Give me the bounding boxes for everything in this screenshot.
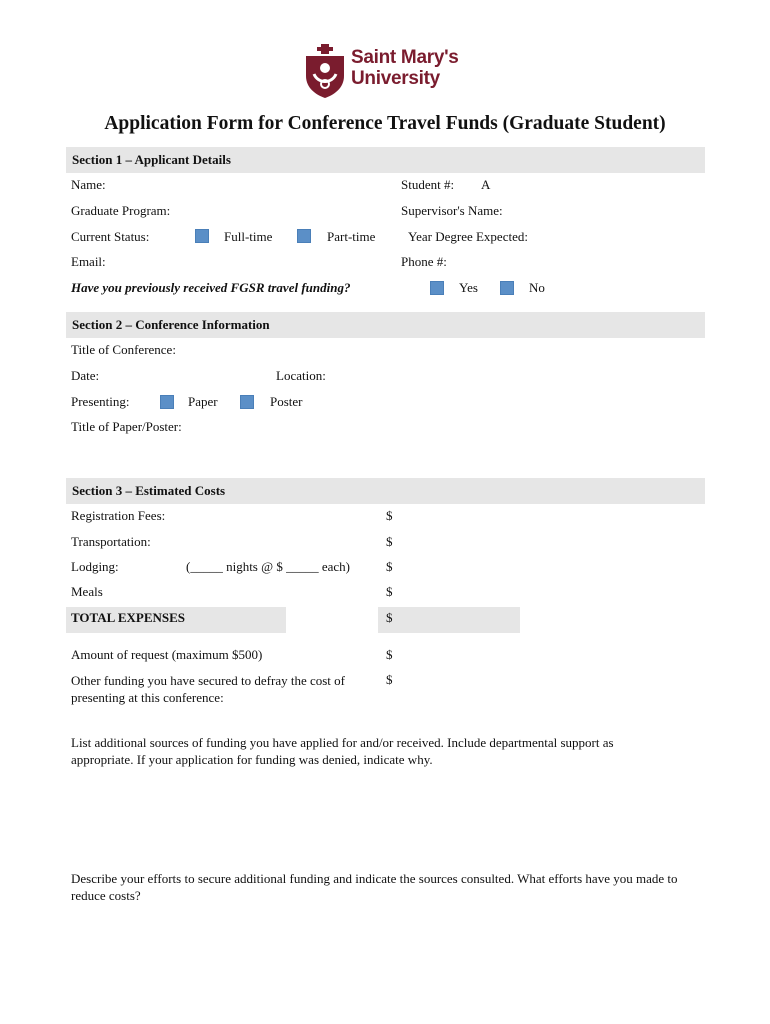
date-label: Date:: [71, 368, 100, 383]
transportation-currency: $: [386, 534, 393, 549]
lodging-label: Lodging:: [71, 559, 119, 574]
lodging-detail: (_____ nights @ $ _____ each): [186, 559, 350, 574]
no-checkbox[interactable]: [500, 281, 514, 295]
supervisor-label: Supervisor's Name:: [401, 203, 503, 218]
section3-heading: Section 3 – Estimated Costs: [72, 483, 226, 498]
paper-label: Paper: [188, 394, 218, 409]
status-label: Current Status:: [71, 229, 150, 244]
additional-sources-question: List additional sources of funding you have applied for and/or received. Include departmental support as appropriate. If your application for funding was denied, indicate why.: [71, 735, 614, 767]
student-no-value[interactable]: A: [481, 177, 491, 192]
year-degree-label: Year Degree Expected:: [408, 229, 528, 244]
total-amount-bar: [378, 607, 520, 633]
registration-currency: $: [386, 508, 393, 523]
parttime-label: Part-time: [327, 229, 376, 244]
section2-header: [66, 312, 705, 338]
poster-label: Poster: [270, 394, 303, 409]
presenting-label: Presenting:: [71, 394, 130, 409]
total-currency: $: [386, 610, 393, 625]
fulltime-label: Full-time: [224, 229, 273, 244]
crest-icon: [304, 44, 346, 98]
no-label: No: [529, 280, 545, 295]
section1-header: [66, 147, 705, 173]
logo-wordmark: [351, 47, 459, 89]
poster-checkbox[interactable]: [240, 395, 254, 409]
paper-checkbox[interactable]: [160, 395, 174, 409]
yes-label: Yes: [459, 280, 478, 295]
meals-currency: $: [386, 584, 393, 599]
total-label: TOTAL EXPENSES: [71, 610, 186, 625]
request-currency: $: [386, 647, 393, 662]
conf-title-label: Title of Conference:: [71, 342, 176, 357]
lodging-currency: $: [386, 559, 393, 574]
other-funding-label: Other funding you have secured to defray the cost of presenting at this conference:: [71, 673, 345, 705]
section1-heading: Section 1 – Applicant Details: [72, 152, 231, 167]
efforts-question: Describe your efforts to secure additional funding and indicate the sources consulted. What efforts have you made to reduce costs?: [71, 871, 678, 903]
transportation-label: Transportation:: [71, 534, 151, 549]
location-label: Location:: [276, 368, 326, 383]
logo-line1: Saint Mary's: [351, 47, 459, 68]
program-label: Graduate Program:: [71, 203, 171, 218]
request-label: Amount of request (maximum $500): [71, 647, 263, 662]
phone-label: Phone #:: [401, 254, 447, 269]
paper-title-label: Title of Paper/Poster:: [71, 419, 182, 434]
logo-line2: University: [351, 68, 440, 89]
fulltime-checkbox[interactable]: [195, 229, 209, 243]
student-no-label: Student #:: [401, 177, 455, 192]
name-label: Name:: [71, 177, 106, 192]
email-label: Email:: [71, 254, 106, 269]
section3-header: [66, 478, 705, 504]
other-funding-currency: $: [386, 672, 393, 687]
yes-checkbox[interactable]: [430, 281, 444, 295]
meals-label: Meals: [71, 584, 103, 599]
parttime-checkbox[interactable]: [297, 229, 311, 243]
registration-label: Registration Fees:: [71, 508, 166, 523]
page-title: Application Form for Conference Travel Funds (Graduate Student): [104, 113, 666, 134]
section2-heading: Section 2 – Conference Information: [72, 317, 270, 332]
prev-funding-question: Have you previously received FGSR travel funding?: [71, 280, 351, 295]
university-logo: [304, 44, 468, 98]
